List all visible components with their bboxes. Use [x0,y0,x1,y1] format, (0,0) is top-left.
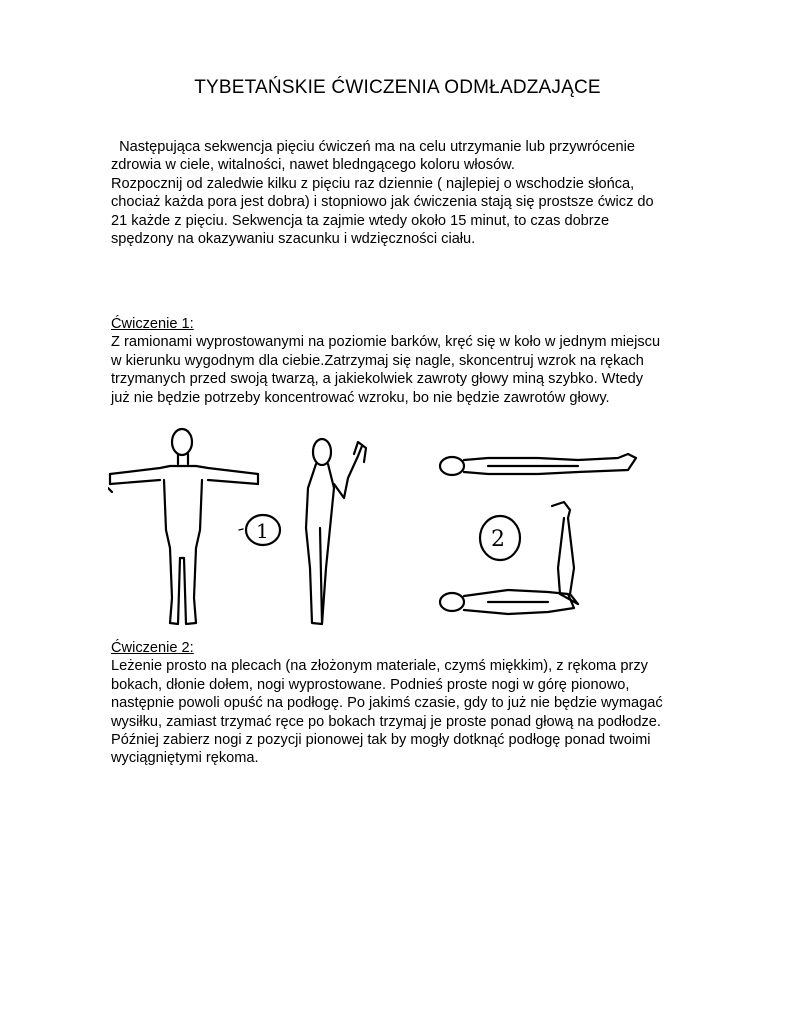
intro-line: chociaż każda pora jest dobra) i stopniowo jak ćwiczenia stają się prostsze ćwicz do [111,194,654,211]
exercise-sketch [108,418,688,636]
exercise-2-line: następnie powoli opuść na podłogę. Po jakimś czasie, gdy to już nie będzie wymagać [111,695,663,712]
exercise-2-line: wyciągniętymi rękoma. [111,750,259,767]
exercise-2-line: bokach, dłonie dołem, nogi wyprostowane. Podnieś proste nogi w górę pionowo, [111,676,630,693]
exercise-1-line: już nie będzie potrzeby koncentrować wzroku, bo nie będzie zawrotów głowy. [111,389,610,406]
exercise-1-line: trzymanych przed swoją twarzą, a jakiekolwiek zawroty głowy miną szybko. Wtedy [111,371,644,388]
number-2-circle [480,516,520,560]
intro-line: spędzony na okazywaniu szacunku i wdzięczności ciału. [111,231,476,248]
figure-lying-flat [440,454,636,475]
number-1-circle [239,515,280,545]
intro-line: 21 każde z pięciu. Sekwencja ta zajmie wtedy około 15 minut, to czas dobrze [111,212,610,229]
document-title: TYBETAŃSKIE ĆWICZENIA ODMŁADZAJĄCE [194,77,601,98]
intro-paragraph [111,138,711,248]
exercise-1-section [111,315,711,407]
exercise-2-line: Leżenie prosto na plecach (na złożonym materiale, czymś miękkim), z rękoma przy [111,658,648,675]
exercise-1-line: Z ramionami wyprostowanymi na poziomie barków, kręć się w koło w jednym miejscu [111,334,661,351]
exercise-2-line: Później zabierz nogi z pozycji pionowej tak by mogły dotknąć podłogę ponad twoimi [111,732,651,749]
exercise-2-section [111,639,711,768]
exercise-1-line: w kierunku wygodnym dla ciebie.Zatrzymaj się nagle, skoncentruj wzrok na rękach [111,352,644,369]
figure-standing-arms-outstretched [108,429,258,624]
intro-line: Następująca sekwencja pięciu ćwiczeń ma na celu utrzymanie lub przywrócenie [111,139,635,155]
exercise-2-heading: Ćwiczenie 2: [111,640,194,656]
figure-standing-side [306,439,366,624]
intro-line: zdrowia w ciele, witalności, nawet bledngącego koloru włosów. [111,157,515,174]
exercise-2-line: wysiłku, zamiast trzymać ręce po bokach trzymaj je proste ponad głową na podłodze. [111,713,661,730]
exercise-illustration [108,418,688,636]
label-1: 1 [256,519,269,543]
label-2: 2 [491,527,505,552]
intro-line: Rozpocznij od zaledwie kilku z pięciu raz dziennie ( najlepiej o wschodzie słońca, [111,175,635,192]
exercise-1-heading: Ćwiczenie 1: [111,316,194,332]
